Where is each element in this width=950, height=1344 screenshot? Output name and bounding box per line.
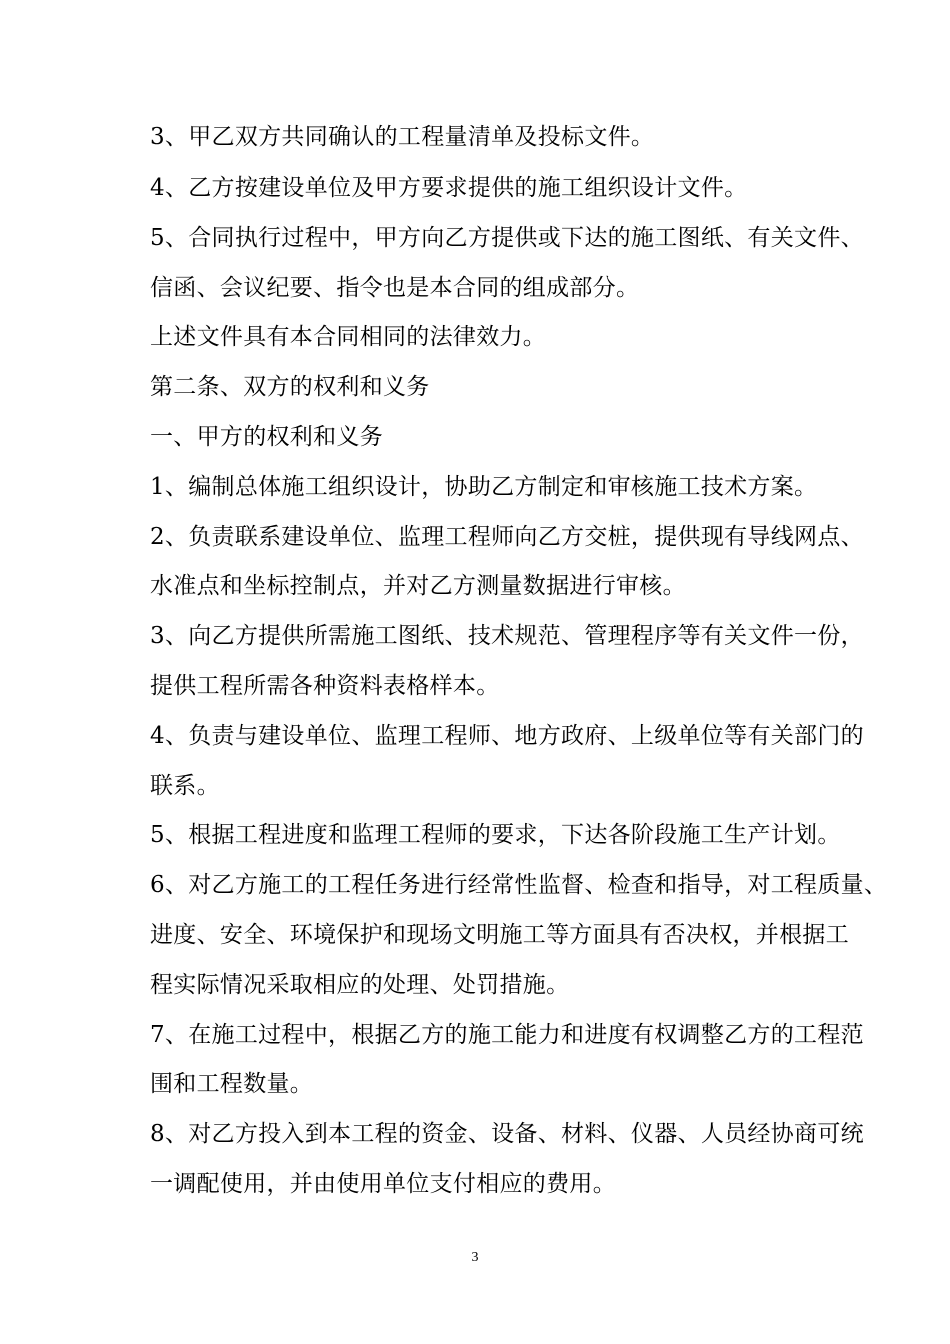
text-line: 进度、安全、环境保护和现场文明施工等方面具有否决权，并根据工 — [150, 922, 849, 948]
text-line: 2、负责联系建设单位、监理工程师向乙方交桩，提供现有导线网点、 — [150, 524, 864, 550]
text-line: 6、对乙方施工的工程任务进行经常性监督、检查和指导，对工程质量、 — [150, 872, 888, 898]
text-line: 5、合同执行过程中，甲方向乙方提供或下达的施工图纸、有关文件、 — [150, 225, 864, 251]
text-line: 围和工程数量。 — [150, 1071, 314, 1097]
text-line: 程实际情况采取相应的处理、处罚措施。 — [150, 972, 570, 998]
text-line: 信函、会议纪要、指令也是本合同的组成部分。 — [150, 275, 640, 301]
text-line: 1、编制总体施工组织设计，协助乙方制定和审核施工技术方案。 — [150, 474, 818, 500]
text-line: 一调配使用，并由使用单位支付相应的费用。 — [150, 1171, 616, 1197]
section-heading: 第二条、双方的权利和义务 — [150, 374, 430, 400]
text-line: 上述文件具有本合同相同的法律效力。 — [150, 324, 547, 350]
subsection-heading: 一、甲方的权利和义务 — [150, 424, 383, 450]
text-line: 3、向乙方提供所需施工图纸、技术规范、管理程序等有关文件一份， — [150, 623, 864, 649]
text-line: 7、在施工过程中，根据乙方的施工能力和进度有权调整乙方的工程范 — [150, 1022, 864, 1048]
text-line: 8、对乙方投入到本工程的资金、设备、材料、仪器、人员经协商可统 — [150, 1121, 864, 1147]
text-line: 4、负责与建设单位、监理工程师、地方政府、上级单位等有关部门的 — [150, 723, 864, 749]
text-line: 水准点和坐标控制点，并对乙方测量数据进行审核。 — [150, 573, 686, 599]
page-number: 3 — [471, 1250, 479, 1265]
text-line: 提供工程所需各种资料表格样本。 — [150, 673, 500, 699]
text-line: 5、根据工程进度和监理工程师的要求，下达各阶段施工生产计划。 — [150, 822, 841, 848]
text-line: 联系。 — [150, 773, 220, 799]
text-line: 4、乙方按建设单位及甲方要求提供的施工组织设计文件。 — [150, 175, 748, 201]
text-line: 3、甲乙双方共同确认的工程量清单及投标文件。 — [150, 124, 655, 150]
